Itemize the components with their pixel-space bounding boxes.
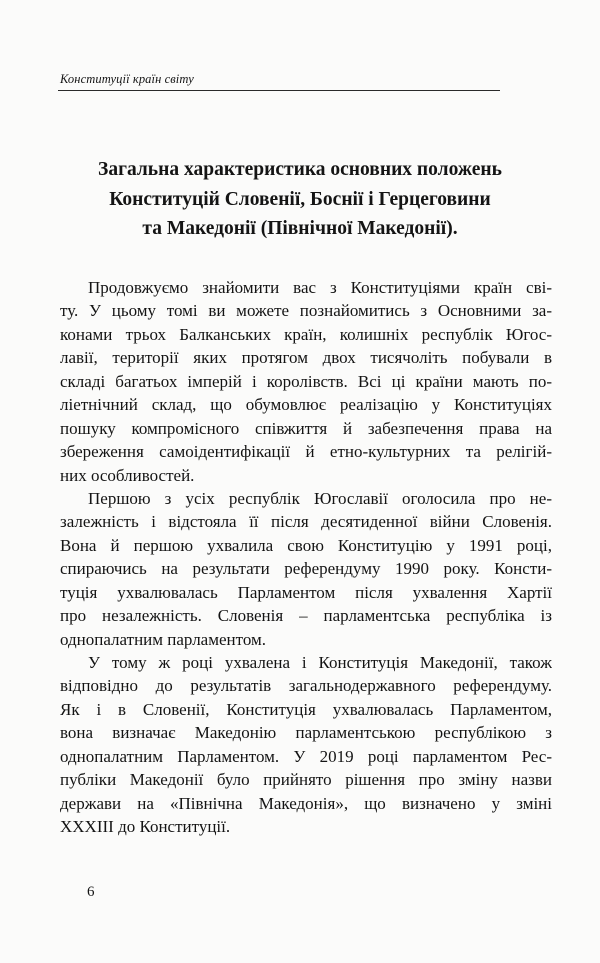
text-line: Першою з усіх республік Югославії оголосила про не- bbox=[88, 488, 552, 508]
text-line: держави на «Північна Македонія», що визначено у зміні bbox=[60, 793, 552, 813]
chapter-title-line: та Македонії (Північної Македонії). bbox=[142, 218, 458, 239]
header-rule bbox=[58, 90, 500, 91]
text-line: Як і в Словенії, Конституція ухвалювалась Парламентом, bbox=[60, 699, 552, 719]
text-line: ту. У цьому томі ви можете познайомитись з Основними за- bbox=[60, 301, 552, 321]
page-number: 6 bbox=[87, 884, 95, 900]
text-line: лавії, території яких протягом двох тисячоліть побували в bbox=[60, 348, 552, 368]
text-line: вона визначає Македонію парламентською республікою з bbox=[60, 723, 552, 743]
text-line: однопалатним парламентом. bbox=[60, 629, 267, 649]
text-line: публіки Македонії було прийнято рішення про зміну назви bbox=[60, 770, 552, 790]
text-line: відповідно до результатів загальнодержавного референдуму. bbox=[60, 676, 552, 696]
running-head: Конституції країн світу bbox=[60, 72, 194, 86]
text-line: туція ухвалювалась Парламентом після ухвалення Хартії bbox=[60, 582, 552, 602]
chapter-title-line: Конституцій Словенії, Боснії і Герцеговини bbox=[109, 188, 491, 210]
chapter-title bbox=[50, 155, 550, 244]
text-line: про незалежність. Словенія – парламентська республіка із bbox=[60, 606, 552, 626]
text-line: збереження самоідентифікації й етно-культурних та релігій- bbox=[60, 442, 552, 462]
text-line: залежність і відстояла її після десятиденної війни Словенія. bbox=[60, 512, 552, 532]
text-line: конами трьох Балканських країн, колишніх республік Югос- bbox=[60, 324, 552, 344]
text-line: пошуку компромісного співжиття й забезпечення права на bbox=[60, 418, 552, 438]
chapter-title-line: Загальна характеристика основних положень bbox=[98, 159, 502, 180]
text-line: У тому ж році ухвалена і Конституція Македонії, також bbox=[88, 653, 552, 672]
text-line: ліетнічний склад, що обумовлює реалізацію у Конституціях bbox=[60, 395, 552, 415]
text-line: Вона й першою ухвалила свою Конституцію у 1991 році, bbox=[60, 535, 552, 555]
body-text bbox=[60, 276, 552, 839]
text-line: XXXIII до Конституції. bbox=[60, 817, 231, 837]
text-line: спираючись на результати референдуму 1990 року. Консти- bbox=[60, 559, 552, 579]
paragraph-3 bbox=[60, 651, 552, 839]
text-line: Продовжуємо знайомити вас з Конституціями країн сві- bbox=[88, 278, 552, 297]
text-line: складі багатьох імперій і королівств. Всі ці країни мають по- bbox=[60, 371, 552, 391]
paragraph-1 bbox=[60, 276, 552, 487]
text-line: них особливостей. bbox=[60, 465, 195, 485]
text-line: однопалатним Парламентом. У 2019 році парламентом Рес- bbox=[60, 746, 552, 766]
paragraph-2 bbox=[60, 487, 552, 651]
